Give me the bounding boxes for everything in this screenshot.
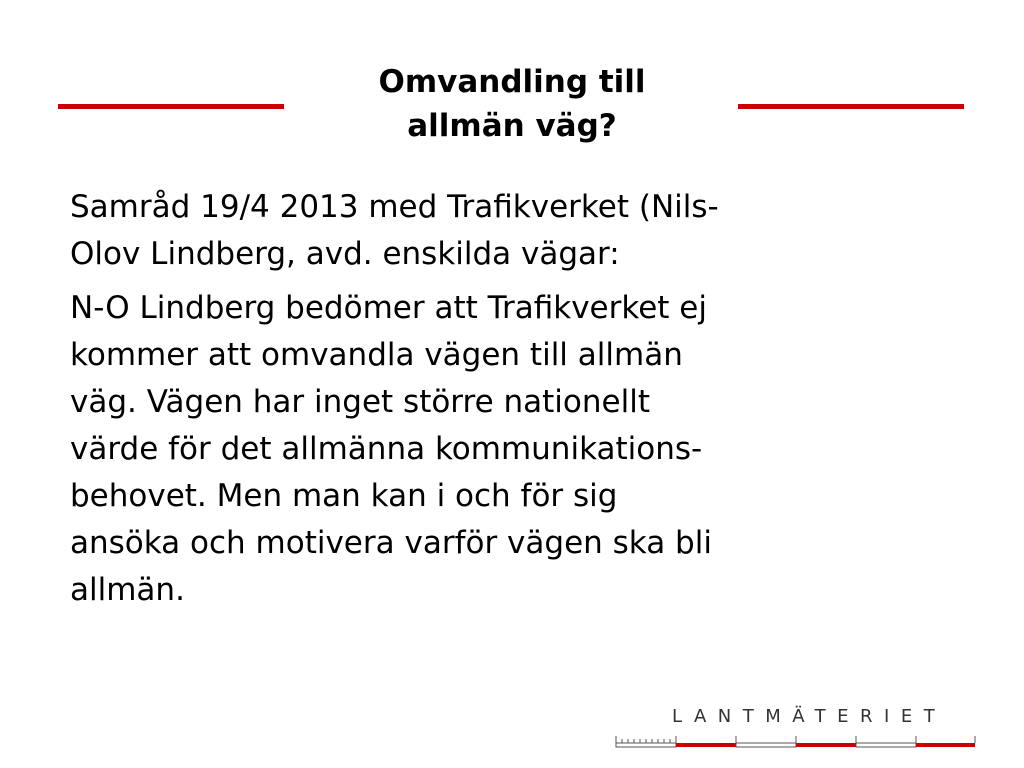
body-line: Samråd 19/4 2013 med Trafikverket (Nils- [70, 189, 719, 225]
logo-scale-bar-icon [614, 734, 976, 748]
body-line: behovet. Men man kan i och för sig [70, 478, 618, 514]
lantmateriet-logo [614, 706, 976, 750]
title-rule-right [738, 104, 964, 109]
body-line: ansöka och motivera varför vägen ska bli [70, 525, 712, 561]
body-line: väg. Vägen har inget större nationellt [70, 384, 650, 420]
slide-title [290, 60, 734, 148]
body-line: kommer att omvandla vägen till allmän [70, 337, 683, 373]
body-paragraph-2 [70, 285, 960, 614]
body-line: N-O Lindberg bedömer att Trafikverket ej [70, 290, 707, 326]
slide-title-line-2: allmän väg? [407, 108, 617, 144]
body-line: allmän. [70, 572, 185, 608]
body-line: värde för det allmänna kommunikations- [70, 431, 703, 467]
slide-body [70, 184, 960, 621]
logo-wordmark: LANTMÄTERIET [672, 706, 947, 727]
title-rule-left [58, 104, 284, 109]
body-paragraph-1 [70, 184, 960, 278]
slide-title-line-1: Omvandling till [378, 64, 646, 100]
body-line: Olov Lindberg, avd. enskilda vägar: [70, 236, 620, 272]
